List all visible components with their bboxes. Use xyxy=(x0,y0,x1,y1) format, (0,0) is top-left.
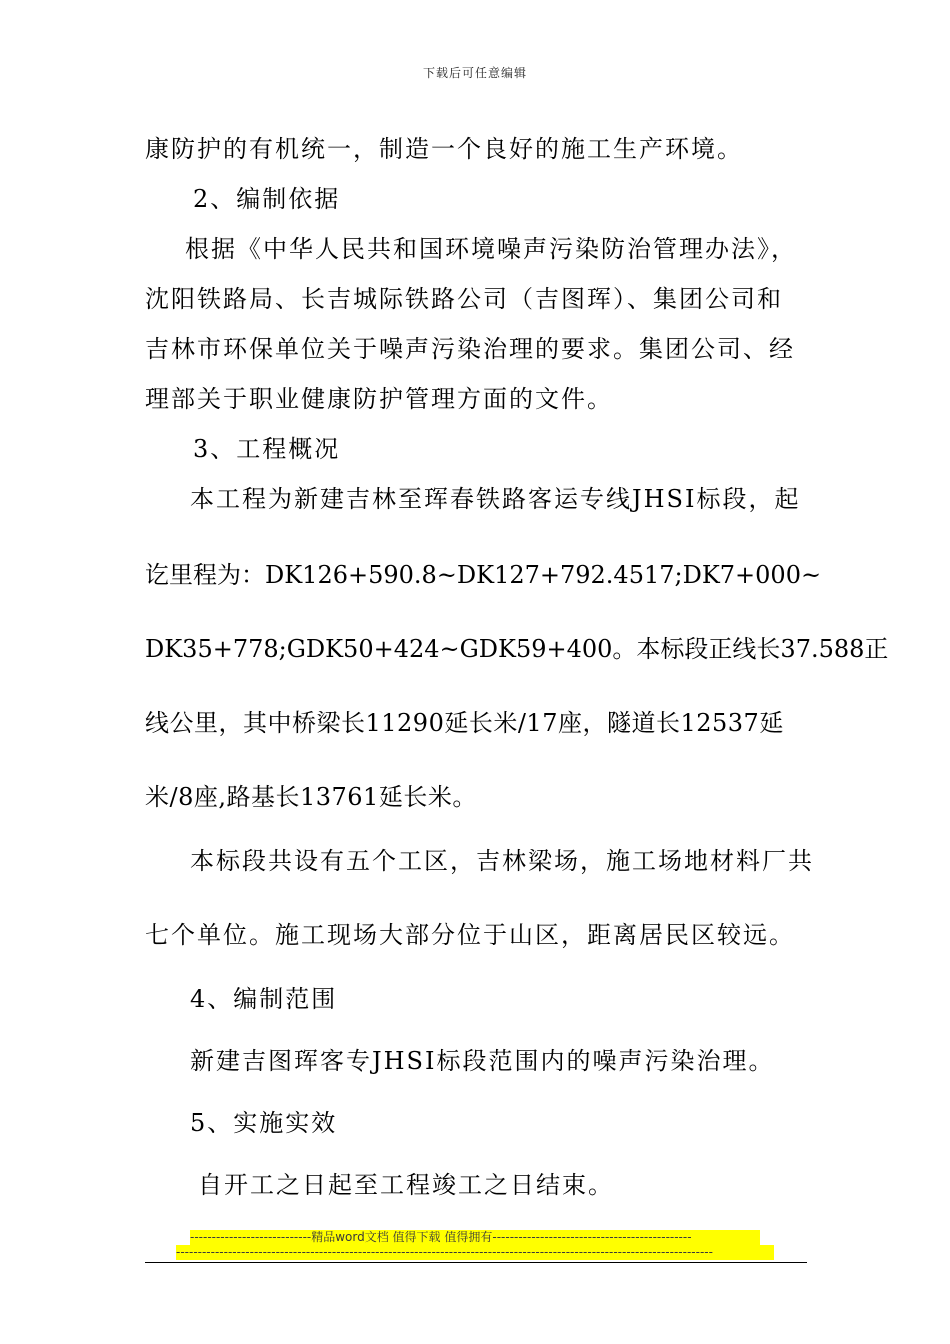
text-fragment: 为： xyxy=(217,561,265,589)
paragraph-3-line-1: 本工程为新建吉林至珲春铁路客运专线JHSⅠ标段，起 xyxy=(190,485,801,513)
paragraph-2-line-3: 吉林市环保单位关于噪声污染治理的要求。集团公司、经 xyxy=(145,335,795,363)
paragraph-4-line-2: 七个单位。施工现场大部分位于山区，距离居民区较远。 xyxy=(145,921,795,949)
paragraph-2-line-2: 沈阳铁路局、长吉城际铁路公司（吉图珲）、集团公司和 xyxy=(145,285,783,313)
paragraph-3-line-3: DK35+778;GDK50+424~GDK59+400。本标段正线长37.588正 xyxy=(145,635,889,663)
text-fragment: ~ xyxy=(436,561,457,589)
heading-2: 2、编制依据 xyxy=(193,185,341,213)
text-fragment: DK127+792.4517;DK7+000 xyxy=(456,561,801,589)
paragraph-4-line-1: 本标段共设有五个工区，吉林梁场，施工场地材料厂共 xyxy=(190,847,814,875)
footer-rule xyxy=(145,1262,807,1263)
text-fragment: 讫 xyxy=(145,561,169,589)
heading-5: 5、实施实效 xyxy=(190,1109,338,1137)
paragraph-2-line-4: 理部关于职业健康防护管理方面的文件。 xyxy=(145,385,613,413)
text-fragment: ~ xyxy=(800,561,822,589)
text-fragment: 程 xyxy=(193,561,217,589)
text-fragment: DK126+590.8 xyxy=(265,561,437,589)
paragraph-3-line-2 xyxy=(145,560,822,590)
paragraph-5: 新建吉图珲客专JHSⅠ标段范围内的噪声污染治理。 xyxy=(190,1047,775,1075)
heading-4: 4、编制范围 xyxy=(190,985,338,1013)
heading-3: 3、工程概况 xyxy=(193,435,341,463)
paragraph-3-line-4: 线公里，其中桥梁长11290延长米/17座，隧道长12537延 xyxy=(145,709,784,737)
footer-dashes: ---------------------------------------------------------------------------------------------------------------------------- xyxy=(176,1245,774,1260)
paragraph-3-line-5: 米/8座,路基长13761延长米。 xyxy=(145,783,477,811)
paragraph-2-line-1: 根据《中华人民共和国环境噪声污染防治管理办法》， xyxy=(185,235,797,263)
footer-banner: ----------------------------精品word文档 值得下载 值得拥有---------------------------------------------- xyxy=(190,1230,760,1245)
paragraph-1-tail: 康防护的有机统一，制造一个良好的施工生产环境。 xyxy=(145,135,743,163)
page-header: 下载后可任意编辑 xyxy=(422,66,527,80)
paragraph-6: 自开工之日起至工程竣工之日结束。 xyxy=(198,1171,614,1199)
text-fragment: 里 xyxy=(169,561,193,589)
